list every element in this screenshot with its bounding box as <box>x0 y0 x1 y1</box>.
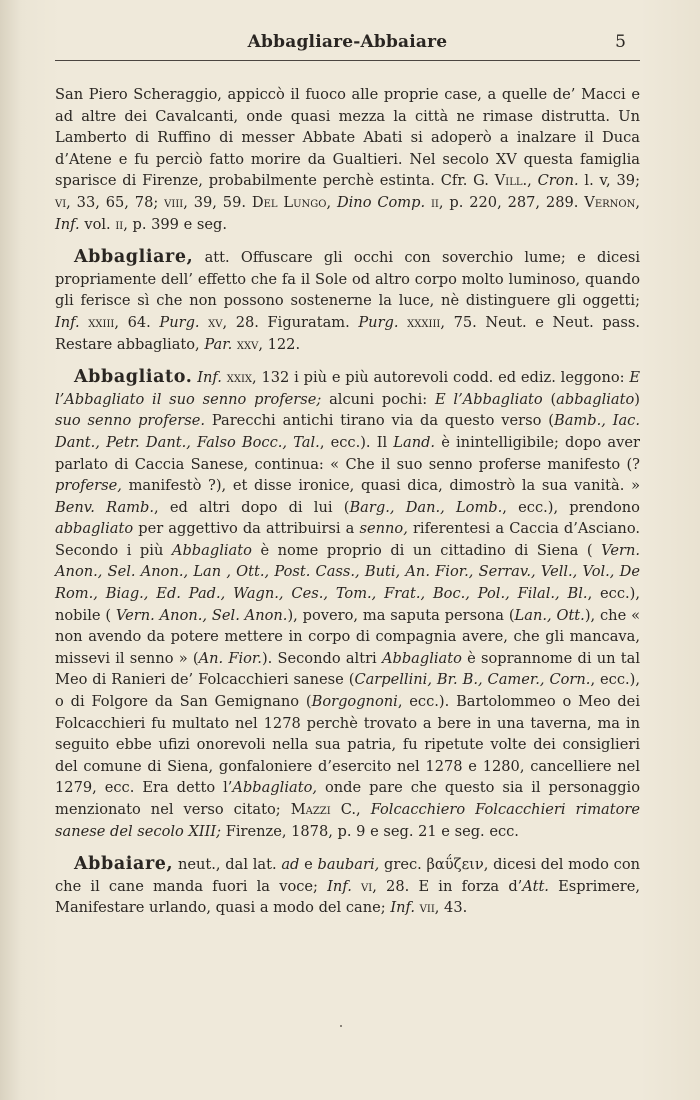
text-run: , 43. <box>434 899 468 917</box>
text-run: Parecchi antichi tirano via da questo verso ( <box>204 412 554 430</box>
italic-run: Inf. <box>327 877 352 895</box>
italic-run: Cron. <box>537 172 579 190</box>
text-run: , p. 220, 287, 289. <box>438 193 585 211</box>
text-run: , ecc.), prendono <box>502 498 640 516</box>
italic-run: Abbagliato <box>381 649 462 667</box>
smallcaps-run: xxxiii <box>407 313 441 331</box>
text-run: San Piero Scheraggio, appiccò il fuoco alle proprie case, a quelle de’ Macci e ad altre dei Cavalcanti, onde quasi mezza la città ne rimase distrutta. Un Lamberto di Ruffino di messer Abbate Abati si adoperò a inalzare il Duca d’Atene e fu perciò fatto morire da Gualtieri. Nel secolo XV questa famiglia sparisce di Firenze, probabilmente perchè estinta. Cfr. G. <box>55 86 640 190</box>
italic-run: Purg. <box>159 313 200 331</box>
italic-run: Vern. Anon., Sel. Anon., Lan , Ott., Post. Cass., Buti, An. Fior., Serrav., Vell., Vol., De Rom., Biag., Ed. Pad., Wagn., Ces., Tom., Frat., Boc., Pol., Filal., Bl. <box>55 541 640 603</box>
text-run: , 64. <box>114 313 160 331</box>
italic-run: Purg. <box>358 313 399 331</box>
text-run: Esprimere, Manifestare urlando, quasi a modo del cane; <box>55 877 641 917</box>
text-run <box>399 314 408 331</box>
text-run: e <box>299 856 318 874</box>
running-title: Abbagliare-Abbaiare <box>247 32 448 52</box>
smallcaps-run: Mazzi <box>290 801 331 818</box>
text-run: , <box>527 172 538 190</box>
page-speck <box>340 1025 342 1027</box>
text-run <box>80 314 89 331</box>
text-run: l. v, 39; <box>578 172 640 190</box>
italic-run: E l’Abbagliato <box>434 390 543 408</box>
headword: Abbaiare, <box>74 854 174 875</box>
text-run: ), che « non avendo da potere mettere in corpo di compagnia avere, che gli mancava, missevi il senno » ( <box>55 606 640 667</box>
italic-run: senno, <box>359 520 408 538</box>
text-run: , p. 399 e seg. <box>123 215 227 233</box>
italic-run: Inf. <box>197 369 222 387</box>
entry-abbaiare <box>55 854 640 919</box>
smallcaps-run: vii <box>419 899 435 917</box>
text-run: alcuni pochi: <box>321 390 435 408</box>
text-run: , ecc.), nobile ( <box>55 585 641 624</box>
italic-run: Benv. Ramb. <box>55 498 154 516</box>
body-text <box>55 84 640 931</box>
text-run: vol. <box>79 215 116 233</box>
text-run: ), povero, ma saputa persona ( <box>287 606 515 624</box>
italic-run: Vern. Anon., Sel. Anon. <box>115 606 288 624</box>
italic-run: Inf. <box>390 899 416 917</box>
text-run: è soprannome di un tal Meo di Ranieri de’ Folcacchieri sanese ( <box>55 649 640 689</box>
italic-run: suo senno proferse. <box>55 412 205 430</box>
text-run: riferentesi a Caccia d’Asciano. Secondo i più <box>55 520 640 559</box>
italic-run: Inf. <box>55 215 80 233</box>
entry-abbagliato <box>55 367 640 842</box>
italic-run: Lan., Ott. <box>514 606 585 624</box>
text-run: , 33, 65, 78; <box>66 193 165 211</box>
smallcaps-run: ii <box>115 215 124 233</box>
smallcaps-run: viii <box>164 193 184 211</box>
italic-run: abbagliato <box>556 390 635 408</box>
text-run: è nome proprio di un cittadino di Siena ( <box>251 541 602 559</box>
text-run: ( <box>542 390 557 408</box>
italic-run: Inf. <box>55 313 80 331</box>
italic-run: Bamb., Iac. Dant., Petr. Dant., Falso Bocc., Tal. <box>55 412 640 451</box>
smallcaps-run: xv <box>208 313 223 331</box>
entry-abbagliare <box>55 247 640 355</box>
italic-run: Carpellini, Br. B., Camer., Corn. <box>354 671 591 689</box>
smallcaps-run: Vernon <box>584 193 636 211</box>
text-run: , ed altri dopo di lui ( <box>153 498 350 516</box>
italic-run: Dino Comp. <box>336 193 426 211</box>
italic-run: Par. <box>204 335 233 353</box>
text-run: onde pare che questo sia il personaggio menzionato nel verso citato; <box>55 779 640 818</box>
text-run: , 28. Figuratam. <box>222 313 359 331</box>
text-run: , 122. <box>258 335 301 353</box>
italic-run: Abbagliato <box>171 541 252 559</box>
text-run: , 132 i più e più autorevoli codd. ed ediz. leggono: <box>252 369 630 387</box>
text-run <box>352 878 361 895</box>
text-run: ). Secondo altri <box>261 649 382 667</box>
smallcaps-run: xxv <box>236 335 259 353</box>
text-run: grec. βαΰζειν, dicesi del modo con che il cane manda fuori la voce; <box>55 856 641 895</box>
page-header <box>55 30 640 61</box>
italic-run: Barg., Dan., Lomb. <box>349 498 503 516</box>
smallcaps-run: vi <box>361 877 373 895</box>
italic-run: Borgognoni <box>311 693 398 711</box>
text-run: , <box>635 193 640 211</box>
text-run: , 39, 59. <box>183 193 252 211</box>
headword: Abbagliare, <box>74 247 194 268</box>
text-run: , ecc.). Il <box>319 433 394 451</box>
italic-run: ad <box>281 856 300 874</box>
text-run: Firenze, 1878, p. 9 e seg. 21 e seg. ecc. <box>221 822 519 840</box>
text-run: manifestò ?), et disse ironice, quasi dica, dimostrò la sua vanità. » <box>121 477 640 495</box>
smallcaps-run: Vill. <box>494 172 528 190</box>
smallcaps-run: Del Lungo <box>251 193 327 211</box>
text-run: per aggettivo da attribuirsi a <box>133 520 360 538</box>
text-run <box>200 314 209 331</box>
page-number: 5 <box>615 32 626 52</box>
italic-run: An. Fior. <box>198 649 262 667</box>
italic-run: Folcacchiero Folcacchieri rimatore sanese del secolo XIII; <box>55 801 641 840</box>
text-run: , 28. E in forza d’ <box>372 877 523 895</box>
text-run: ) <box>634 390 640 408</box>
text-run: , ecc.). Bartolommeo o Meo dei Folcacchieri fu multato nel 1278 perchè trovato a bere in una taverna, ma in seguito ebbe ufizi onorevoli nella sua patria, fu ripetute volte dei consiglieri del comune di Siena, gonfaloniere d’esercito nel 1278 e 1280, cancelliere nel 1279, ecc. Era detto l’ <box>55 693 640 797</box>
italic-run: Att. <box>522 877 549 895</box>
smallcaps-run: xxiii <box>88 313 115 331</box>
text-run: neut., dal lat. <box>173 856 282 874</box>
text-run: , 75. Neut. e Neut. pass. Restare abbagliato, <box>55 313 641 353</box>
text-run: C., <box>330 801 371 818</box>
text-run: è inintelligibile; dopo aver parlato di Caccia Sanese, continua: « Che il suo senno proferse manifesto (? <box>55 433 640 473</box>
smallcaps-run: xxix <box>226 369 253 387</box>
smallcaps-run: ii <box>430 193 439 211</box>
text-run: att. Offuscare gli occhi con soverchio lume; e dicesi propriamente dell’ effetto che fa il Sole od altro corpo molto luminoso, quando gli ferisce sì che non possono sostenerne la luce, nè distinguere gli oggetti; <box>55 249 640 310</box>
paragraph-continuation <box>55 84 640 235</box>
italic-run: baubari, <box>317 856 380 874</box>
headword: Abbagliato. <box>74 367 193 388</box>
text-run: , ecc.), o di Folgore da San Gemignano ( <box>55 671 640 711</box>
italic-run: Land. <box>393 433 436 451</box>
text-run: , <box>326 193 337 211</box>
italic-run: abbagliato <box>55 520 134 538</box>
italic-run: Abbagliato, <box>232 779 317 797</box>
italic-run: proferse, <box>55 477 122 495</box>
smallcaps-run: vi <box>55 193 67 211</box>
italic-run: E l’Abbagliato il suo senno proferse; <box>55 369 641 408</box>
